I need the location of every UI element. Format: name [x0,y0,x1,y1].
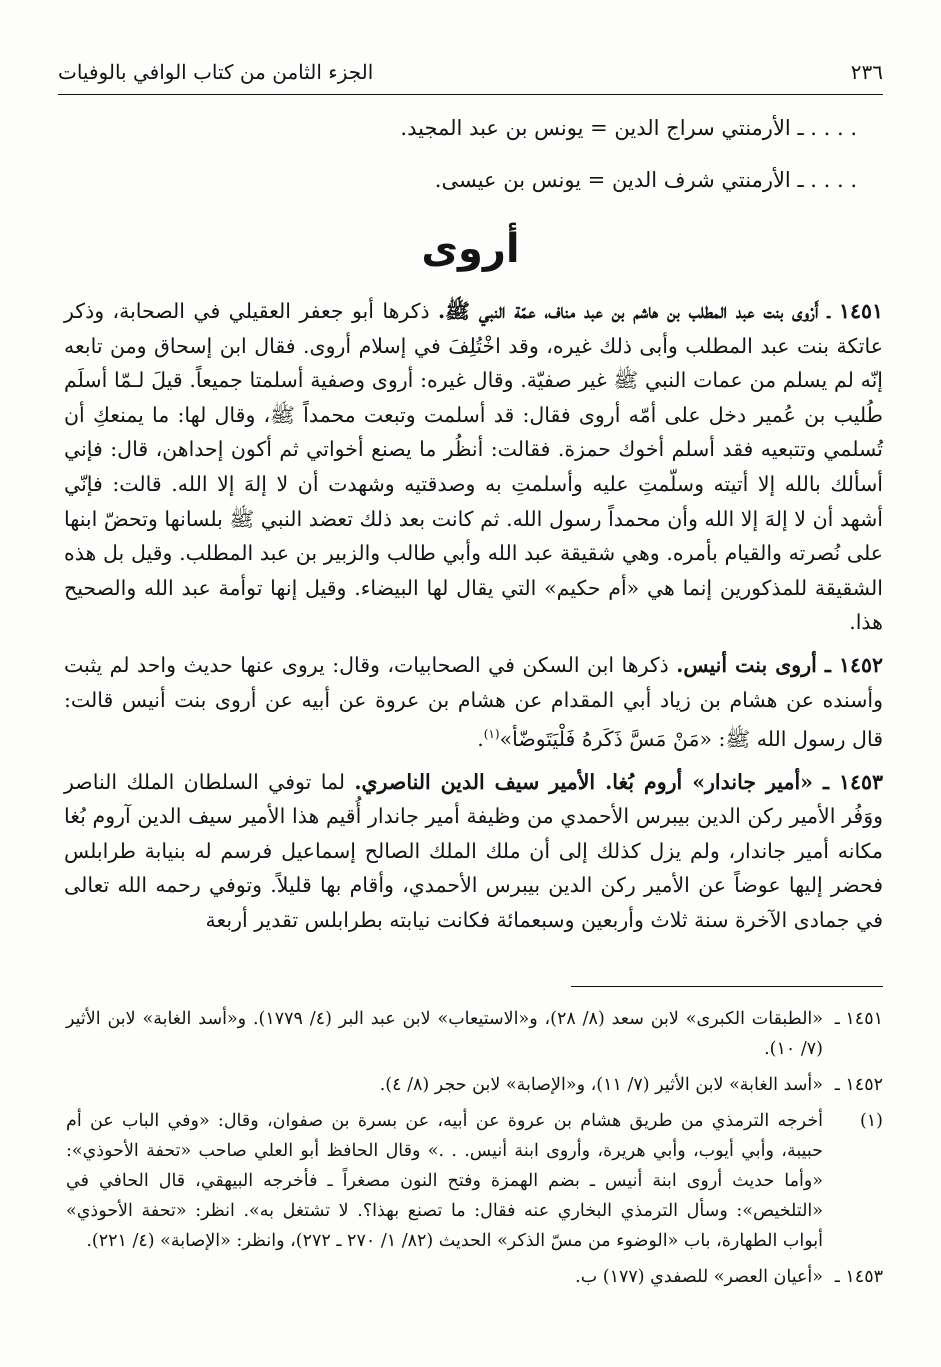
page-number: ٢٣٦ [850,60,883,84]
biography-entry [64,765,883,938]
footnote-label: ١٤٥٢ ـ [834,1075,883,1095]
cross-reference: . . . . ـ الأرمنتي سراج الدين = يونس بن عبد المجيد. [400,116,857,140]
footnote-divider [571,986,883,987]
section-title: أروى [421,226,520,272]
footnote [66,1106,883,1256]
footnote-text: أخرجه الترمذي من طريق هشام بن عروة عن أبيه، عن بسرة بن صفوان، وقال: «وفي الباب عن أم حبيبة، وأبي أيوب، وأبي هريرة، وأروى ابنة أنيس. . .» وقال الحافظ أبو العلي صاحب «تحفة الأحوذي»: «وأما حديث أروى ابنة أنيس ـ بضم الهمزة وفتح النون مصغراً ـ فأخرجه البيهقي، قال الحافي في «التلخيص»: وسأل الترمذي البخاري عنه فقال: ما تصنع بهذا؟. لا تشتغل به». انظر: «تحفة الأحوذي» أبواب الطهارة، باب «الوضوء من مسّ الذكر» الحديث (٨٢/ ١/ ٢٧٠ ـ ٢٧٢)، وانظر: «الإصابة» (٤/ ٢٢١). [66,1111,823,1251]
footnote-text: «الطبقات الكبرى» لابن سعد (٨/ ٢٨)، و«الاستيعاب» لابن عبد البر (٤/ ١٧٧٩). و«أسد الغابة» لابن الأثير (٧/ ١٠). [66,1009,823,1059]
footnote [66,1004,883,1064]
cross-reference: . . . . ـ الأرمنتي شرف الدين = يونس بن عيسى. [434,168,857,192]
footnote-text: «أعيان العصر» للصفدي (١٧٧) ب. [575,1267,823,1287]
entry-heading: ١٤٥١ ـ أَرْوى بنت عبد المطلب بن هاشم بن عبد مناف، عمّة النبي ﷺ. [438,299,883,323]
header-divider [58,94,883,95]
footnote-label: ١٤٥١ ـ [834,1009,883,1029]
footnote [66,1262,883,1292]
footnote-label: ١٤٥٣ ـ [834,1267,883,1287]
footnote-text: «أسد الغابة» لابن الأثير (٧/ ١١)، و«الإصابة» لابن حجر (٨/ ٤). [379,1075,823,1095]
running-title: الجزء الثامن من كتاب الوافي بالوفيات [58,60,374,84]
entry-heading: ١٤٥٣ ـ «أمير جاندار» أروم بُغا. الأمير سيف الدين الناصري. [354,769,883,794]
footnote-marker[interactable]: (١) [483,727,500,742]
entry-text-end: . [477,726,484,751]
page-header [58,52,883,92]
footnotes [66,1004,883,1298]
entry-text: لما توفي السلطان الملك الناصر ووَفُر الأمير ركن الدين بيبرس الأحمدي من وظيفة أمير جاندار أُقيم هذا الأمير سيف الدين آروم بُغا مكانه أمير جاندار، ولم يزل كذلك إلى أن ملك الملك الصالح إسماعيل فرسم له بنيابة طرابلس فحضر إليها عوضاً عن الأمير ركن الدين بيبرس الأحمدي، وأقام بها قليلاً. وتوفي رحمه الله تعالى في جمادى الآخرة سنة ثلاث وأربعين وسبعمائة فكانت نيابته بطرابلس تقدير أربعة [64,769,883,932]
main-text [64,294,883,946]
footnote [66,1070,883,1100]
biography-entry [64,648,883,757]
entry-text: ذكرها ابن السكن في الصحابيات، وقال: يروى عنها حديث واحد لم يثبت وأسنده عن هشام بن زياد أبي المقدام عن هشام بن عروة عن أبيه عن أروى بنت أنيس قالت: قال رسول الله ﷺ: «مَنْ مَسَّ ذَكَرهُ فَلْيَتَوضّأ» [64,652,883,751]
footnote-label: (١) [859,1111,883,1131]
entry-text: ذكرها أبو جعفر العقيلي في الصحابة، وذكر عاتكة بنت عبد المطلب وأبى ذلك غيره، وقد اخْتُلِفَ في إسلام أروى. فقال ابن إسحاق ومن تابعه إنّه لم يسلم من عمات النبي ﷺ غير صفيّة. وقال غيره: أروى وصفية أسلمتا جميعاً. قيلَ لـمّا أسلَم طُليب بن عُمير دخل على أمّه أروى فقال: قد أسلمت وتبعت محمداً ﷺ، وقال لها: ما يمنعكِ أن تُسلمي وتتبعيه فقد أسلم أخوك حمزة. فقالت: أنظُر ما يصنع أخواتي ثم أكون إحداهن، قال: فإني أسألك بالله إلا أتيته وسلّمتِ عليه وأسلمتِ به وصدقتيه وشهدت أن لا إلهَ إلا الله. قالت: فإنّي أشهد أن لا إلهَ إلا الله وأن محمداً رسول الله. ثم كانت بعد ذلك تعضد النبي ﷺ بلسانها وتحضّ ابنها على نُصرته والقيام بأمره. وهي شقيقة عبد الله وأبي طالب والزبير بن عبد المطلب. وقيل بل هذه الشقيقة للمذكورين إنما هي «أم حكيم» التي يقال لها البيضاء. وقيل إنها توأمة عبد الله والصحيح هذا. [64,299,883,635]
biography-entry [64,294,883,640]
entry-heading: ١٤٥٢ ـ أروى بنت أنيس. [676,652,883,677]
